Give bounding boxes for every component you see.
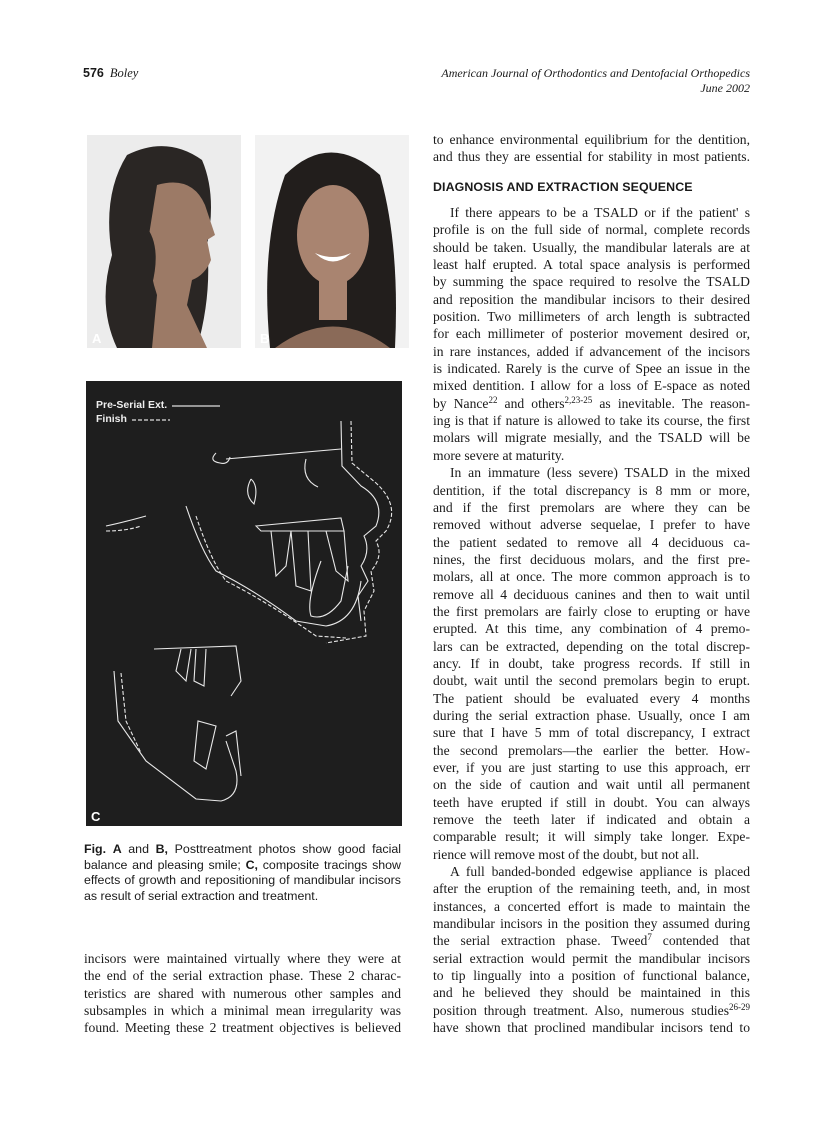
- text-line: nines, the first deciduous molars, and the first pre-: [433, 551, 750, 567]
- text-line: removed without adverse sequelae, I prefer to have: [433, 517, 750, 533]
- panel-b-label: B: [260, 331, 270, 346]
- right-column-intro: [433, 131, 750, 166]
- issue-date: June 2002: [700, 81, 750, 95]
- panel-c-label: C: [91, 809, 101, 824]
- text-line: The patient should be evaluated every 4 months: [433, 690, 750, 706]
- right-column-body: [433, 204, 750, 1037]
- text-line: should be taken. Usually, the mandibular laterals are at: [433, 239, 750, 255]
- caption-text-2: composite tracings show effects of growth and repositioning of mandibular incisors as result of serial extraction and treatment.: [84, 857, 401, 903]
- text-line: incisors were maintained virtually where they were at: [84, 951, 401, 966]
- text-line: [433, 1002, 750, 1019]
- text-line: sure that I have 5 mm of total discrepancy, I extract: [433, 725, 750, 741]
- author: Boley: [109, 66, 139, 80]
- text-line: found. Meeting these 2 treatment objectives is believed: [84, 1020, 401, 1036]
- text-line: have shown that proclined mandibular incisors tend to: [433, 1020, 750, 1036]
- text-line: remove all 4 deciduous canines and then to wait until: [433, 586, 750, 602]
- text-line: ever, if you are just starting to use this approach, err: [433, 760, 750, 775]
- text-segment: as inevitable. The reason-: [592, 395, 750, 411]
- left-column-body: [84, 950, 401, 1037]
- citation-superscript: 7: [647, 932, 652, 943]
- text-line: by summing the space required to resolve the TSALD: [433, 274, 750, 290]
- text-line: is indicated. Rarely is the curve of Spee an issue in the: [433, 361, 750, 377]
- text-line: remove the teeth later if indicated and obtain a: [433, 812, 750, 828]
- running-header-right: [441, 66, 750, 96]
- text-line: and reposition the mandibular incisors to their desired: [433, 291, 750, 307]
- text-line: the first premolars are fairly close to erupting or have: [433, 603, 750, 619]
- text-segment: position through treatment. Also, numerous studies: [433, 1002, 729, 1018]
- text-line: ancy. If in doubt, take progress records. If still in: [433, 655, 750, 671]
- text-line: after the eruption of the remaining teeth, and, in most: [433, 881, 750, 897]
- text-line: to tip lingually into a position of functional balance,: [433, 968, 750, 984]
- page-number: 576: [83, 66, 104, 80]
- paragraph: [433, 464, 750, 863]
- caption-fig-label: Fig.: [84, 842, 107, 856]
- text-line: during the serial extraction phase. Usually, once I am: [433, 707, 750, 723]
- paragraph: [84, 950, 401, 1037]
- text-line: doubt, wait until the second premolars begin to erupt.: [433, 673, 750, 689]
- paragraph: [433, 131, 750, 166]
- text-line: on the side of caution and wait until all permanent: [433, 777, 750, 793]
- text-line: and if the first premolars are where they can be: [433, 499, 750, 515]
- text-line: dentition, if the total discrepancy is 8 mm or more,: [433, 482, 750, 498]
- text-line: instances, a concerted effort is made to maintain the: [433, 898, 750, 914]
- text-line: [433, 932, 750, 949]
- text-line: comparable result; it will simply take longer. Expe-: [433, 829, 750, 845]
- text-line: serial extraction would permit the mandibular incisors: [433, 950, 750, 966]
- text-line: lars can be extracted, depending on the total discrep-: [433, 638, 750, 654]
- text-segment: contended that: [651, 933, 750, 949]
- text-line: the end of the serial extraction phase. These 2 charac-: [84, 968, 401, 984]
- text-segment: the serial extraction phase. Tweed: [433, 933, 648, 949]
- caption-and: and: [121, 842, 156, 856]
- caption-c: C,: [245, 857, 258, 872]
- text-line: erupted. At this time, any combination of 4 premo-: [433, 621, 750, 637]
- text-line: A full banded-bonded edgewise appliance is placed: [450, 864, 750, 880]
- text-line: subsamples in which a minimal mean irregularity was: [84, 1003, 401, 1019]
- text-line: teeth have erupted if still in doubt. You can always: [433, 794, 750, 810]
- text-line: more severe at maturity.: [433, 447, 565, 463]
- text-line: ing is that if nature is allowed to take its course, the first: [433, 413, 750, 429]
- photo-a-profile: [87, 135, 241, 348]
- panel-a-label: A: [92, 331, 102, 346]
- paragraph: [433, 863, 750, 1036]
- text-segment: by Nance: [433, 395, 489, 411]
- text-line: to enhance environmental equilibrium for the dentition,: [433, 132, 750, 147]
- text-line: least half erupted. A total space analysis is performed: [433, 257, 750, 273]
- text-line: molars, all at once. The more common approach is to: [433, 569, 750, 585]
- text-line: If there appears to be a TSALD or if the patient' s: [450, 205, 750, 220]
- caption-text-1: Posttreatment photos show good facial balance and pleasing smile;: [84, 842, 401, 872]
- text-line: the second premolars—the earlier the better. How-: [433, 742, 750, 758]
- text-line: rience will remove most of the doubt, but not all.: [433, 846, 700, 862]
- text-line: and thus they are essential for stability in most patients.: [433, 149, 750, 165]
- citation-superscript: 22: [488, 394, 498, 405]
- citation-superscript: 2,23-25: [564, 394, 593, 405]
- text-line: In an immature (less severe) TSALD in the mixed: [450, 465, 750, 481]
- text-line: mandibular incisors in the position they assumed during: [433, 916, 750, 932]
- text-line: the patient sedated to remove all 4 deciduous ca-: [433, 534, 750, 550]
- cephalometric-tracing-panel: [86, 381, 402, 826]
- paragraph: [433, 204, 750, 464]
- journal-title: American Journal of Orthodontics and Dentofacial Orthopedics: [441, 66, 750, 80]
- text-line: position. Two millimeters of arch length is subtracted: [433, 309, 750, 325]
- running-header-left: [83, 66, 138, 81]
- text-line: mixed dentition. I allow for a loss of E-space as noted: [433, 378, 750, 394]
- legend-pre-serial: Pre-Serial Ext.: [96, 399, 168, 411]
- text-line: for each millimeter of posterior movement desired or,: [433, 326, 750, 342]
- text-line: [433, 395, 750, 412]
- text-line: teristics are shared with numerous other samples and: [84, 985, 401, 1001]
- text-line: and he believed they should be maintained in this: [433, 985, 750, 1001]
- caption-a: A: [112, 842, 122, 856]
- section-heading: DIAGNOSIS AND EXTRACTION SEQUENCE: [433, 180, 693, 194]
- text-line: in rare instances, added if advancement of the incisors: [433, 343, 750, 359]
- legend-finish: Finish: [96, 413, 127, 425]
- photo-b-smile: [255, 135, 409, 348]
- text-line: molars will migrate mesially, and the TSALD will be: [433, 430, 750, 446]
- citation-superscript: 26-29: [729, 1001, 750, 1012]
- caption-b: B,: [155, 842, 169, 856]
- figure-caption: [84, 842, 401, 904]
- text-segment: and others: [497, 395, 565, 411]
- text-line: profile is on the full side of normal, complete records: [433, 222, 750, 238]
